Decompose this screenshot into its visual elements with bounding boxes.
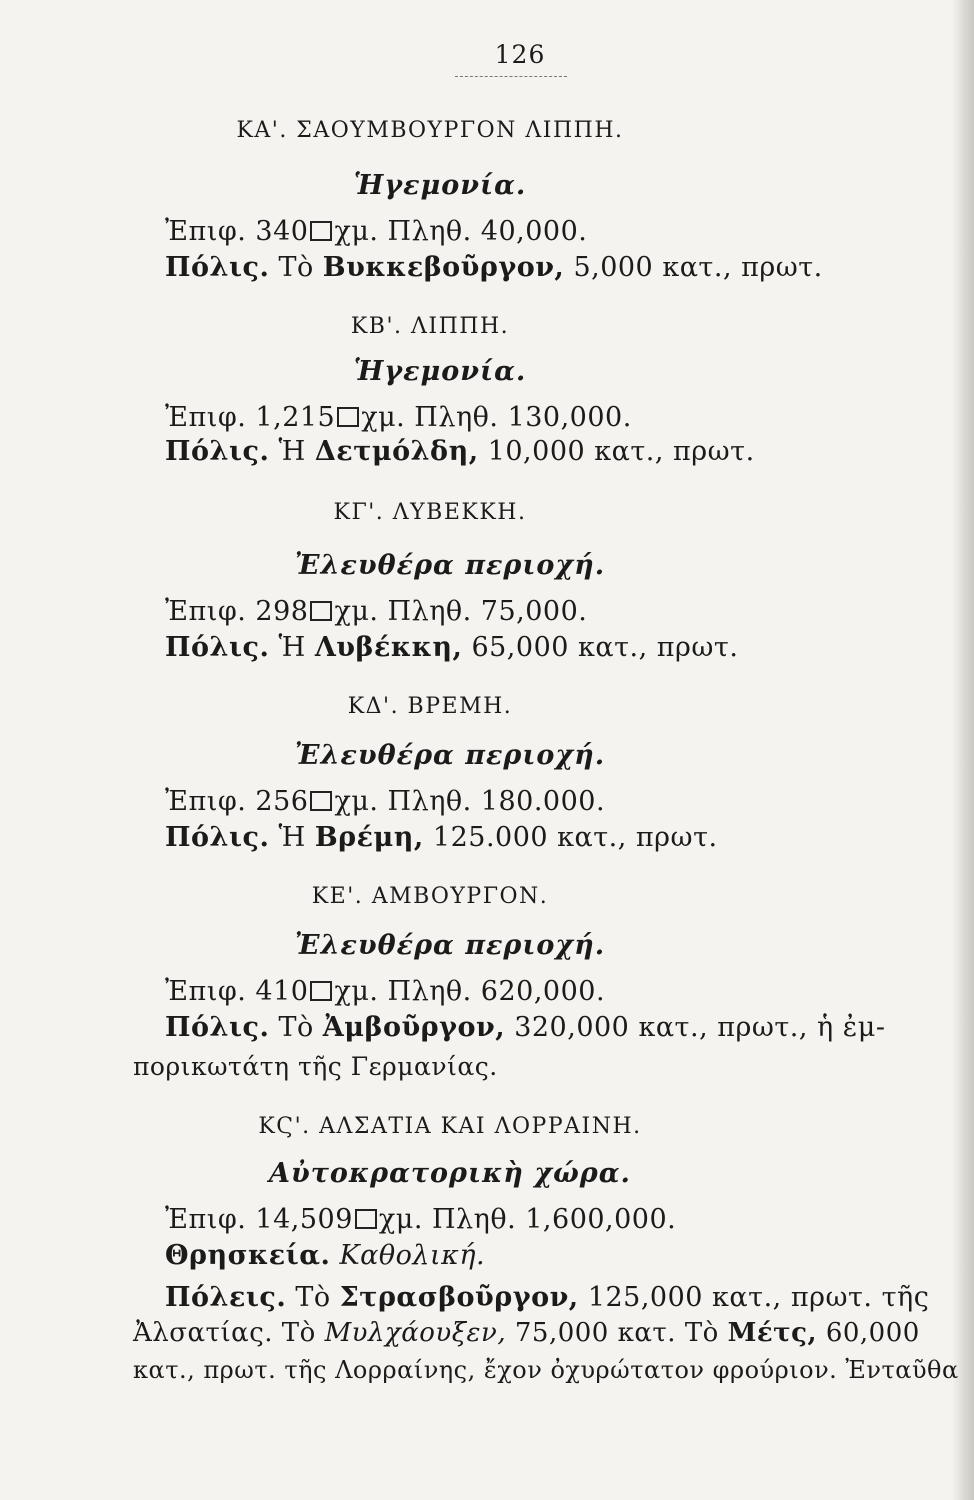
city-line: Πόλις. Ἡ Βρέμη, 125.000 κατ., πρωτ. — [165, 822, 718, 853]
area-line: Ἐπιφ. 256 χμ. Πληθ. 180.000. — [165, 786, 606, 817]
square-symbol-icon — [310, 221, 332, 241]
area-line: Ἐπιφ. 340 χμ. Πληθ. 40,000. — [165, 216, 588, 247]
city-line: Πόλις. Ἡ Λυβέκκη, 65,000 κατ., πρωτ. — [165, 632, 739, 663]
area-line: Ἐπιφ. 1,215 χμ. Πληθ. 130,000. — [165, 402, 632, 433]
section-heading: ΚΔ'. ΒΡΕΜΗ. — [347, 694, 513, 719]
text-line: Ἀλσατίας. Τὸ Μυλχάουξεν, 75,000 κατ. Τὸ Μέτς, 60,000 — [133, 1318, 920, 1348]
section-heading: ΚΑ'. ΣΑΟΥΜΒΟΥΡΓΟΝ ΛΙΠΠΗ. — [236, 118, 624, 143]
area-line: Ἐπιφ. 14,509 χμ. Πληθ. 1,600,000. — [165, 1204, 677, 1235]
area-line: Ἐπιφ. 298 χμ. Πληθ. 75,000. — [165, 596, 588, 627]
city-line: Πόλεις. Τὸ Στρασβοῦργον, 125,000 κατ., πρωτ. τῆς — [165, 1282, 930, 1313]
section-heading: ΚϚ'. ΑΛΣΑΤΙΑ ΚΑΙ ΛΟΡΡΑΙΝΗ. — [258, 1114, 642, 1139]
section-heading: ΚΕ'. ΑΜΒΟΥΡΓΟΝ. — [311, 884, 549, 909]
section-subtitle: Ἡγεμονία. — [353, 170, 527, 201]
religion-line: Θρησκεία. Καθολική. — [165, 1240, 486, 1271]
text-line: κατ., πρωτ. τῆς Λορραίνης, ἔχον ὀχυρώτατον φρούριον. Ἐνταῦθα — [133, 1356, 959, 1384]
section-heading: ΚΒ'. ΛΙΠΠΗ. — [350, 314, 510, 339]
section-subtitle: Ἐλευθέρα περιοχή. — [294, 550, 606, 581]
section-heading: ΚΓ'. ΛΥΒΕΚΚΗ. — [333, 500, 527, 525]
area-line: Ἐπιφ. 410 χμ. Πληθ. 620,000. — [165, 976, 606, 1007]
city-line: Πόλις. Τὸ Ἀμβοῦργον, 320,000 κατ., πρωτ., ἡ ἐμ- — [165, 1012, 886, 1043]
section-subtitle: Ἡγεμονία. — [353, 356, 527, 387]
section-subtitle: Αὐτοκρατορικὴ χώρα. — [269, 1158, 631, 1189]
section-subtitle: Ἐλευθέρα περιοχή. — [294, 740, 606, 771]
city-line: Πόλις. Ἡ Δετμόλδη, 10,000 κατ., πρωτ. — [165, 436, 755, 467]
square-symbol-icon — [310, 981, 332, 1001]
continuation-line: πορικωτάτη τῆς Γερμανίας. — [133, 1052, 498, 1081]
square-symbol-icon — [337, 407, 359, 427]
page-number-rule — [455, 76, 567, 77]
city-line: Πόλις. Τὸ Βυκκεβοῦργον, 5,000 κατ., πρωτ. — [165, 252, 823, 283]
section-subtitle: Ἐλευθέρα περιοχή. — [294, 930, 606, 961]
page-edge-shadow — [952, 0, 974, 1500]
square-symbol-icon — [310, 601, 332, 621]
square-symbol-icon — [310, 791, 332, 811]
page-number: 126 — [494, 40, 546, 69]
square-symbol-icon — [355, 1209, 377, 1229]
